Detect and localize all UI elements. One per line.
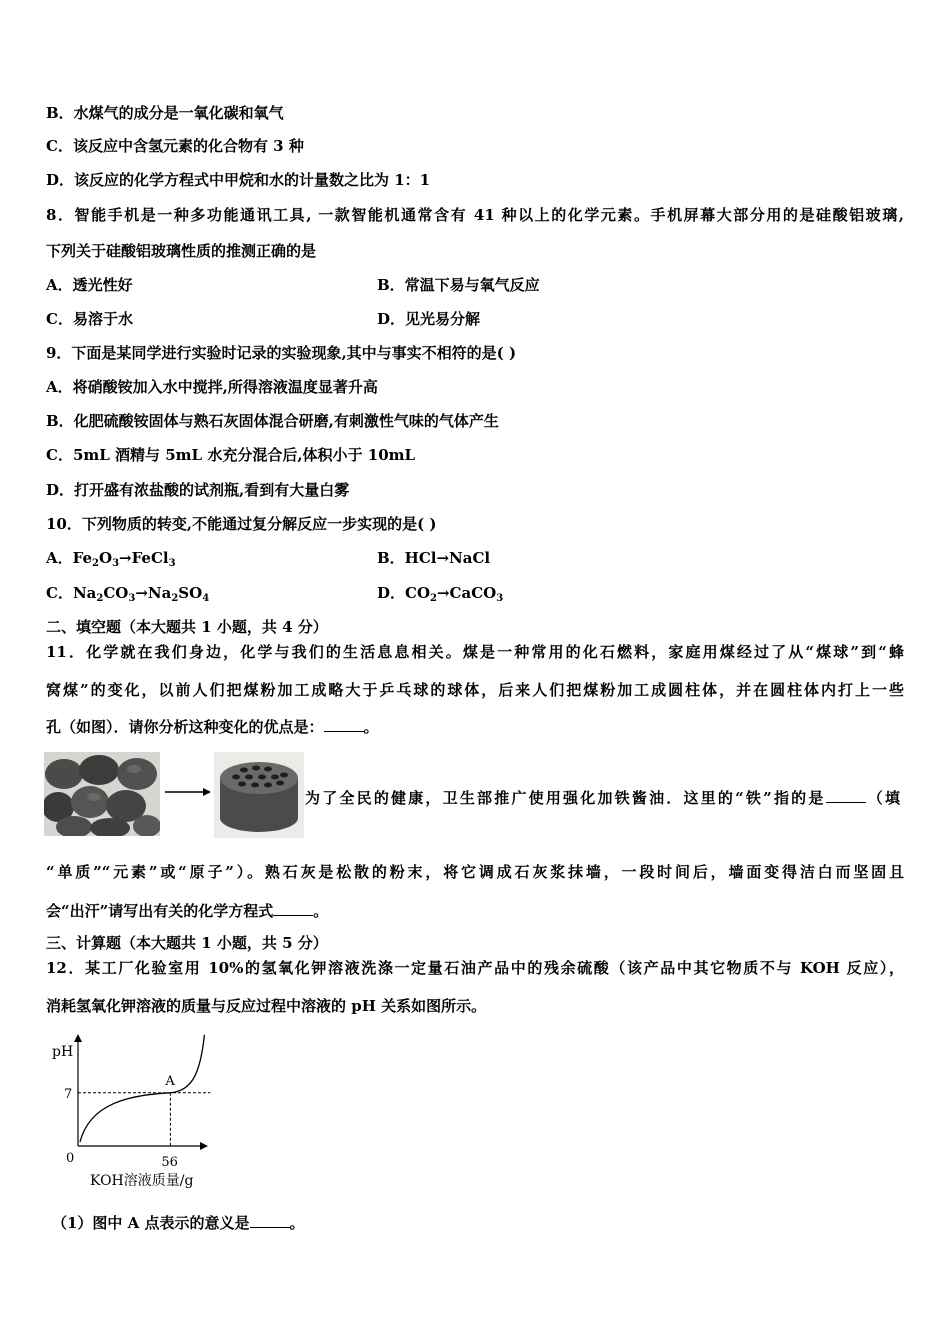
q8-stem-line2: 下列关于硅酸铝玻璃性质的推测正确的是: [46, 242, 317, 260]
y-axis-label: pH: [52, 1044, 74, 1060]
q11-line6: 会“出汗”请写出有关的化学方程式 。: [46, 902, 329, 920]
point-a-label: A: [165, 1073, 175, 1089]
q9-option-b: B．化肥硫酸铵固体与熟石灰固体混合研磨,有刺激性气味的气体产生: [46, 412, 499, 430]
q11-line2: 窝煤”的变化，以前人们把煤粉加工成略大于乒乓球的球体，后来人们把煤粉加工成圆柱体，并在圆柱体内打上一些: [46, 681, 904, 699]
q8-stem-line1: 8．智能手机是一种多功能通讯工具, 一款智能机通常含有 41 种以上的化学元素。手机屏幕大部分用的是硅酸铝玻璃,: [46, 206, 904, 224]
q11-beside-image: 为了全民的健康，卫生部推广使用强化加铁酱油．这里的“铁”指的是 （填: [305, 789, 900, 807]
q8-option-b: B．常温下易与氧气反应: [377, 276, 540, 294]
q11-line1: 11．化学就在我们身边，化学与我们的生活息息相关。煤是一种常用的化石燃料，家庭用煤经过了从“煤球”到“蜂: [46, 643, 904, 661]
q12-line1: 12．某工厂化验室用 10%的氢氧化钾溶液洗涤一定量石油产品中的残余硫酸（该产品中其它物质不与 KOH 反应），: [46, 959, 904, 977]
arrow-icon: [165, 783, 211, 795]
q9-stem: 9．下面是某同学进行实验时记录的实验现象,其中与事实不相符的是( ): [46, 344, 517, 362]
ph-curve: [80, 1035, 204, 1142]
q12-sub1: （1）图中 A 点表示的意义是 。: [52, 1214, 305, 1232]
q10-option-c: C．$Na_2CO_3\to Na_2SO_4$: [46, 584, 210, 604]
q8-option-d: D．见光易分解: [377, 310, 481, 328]
q11-line3: 孔（如图）．请你分析这种变化的优点是： 。: [46, 718, 379, 736]
section-fill-in-heading: 二、填空题（本大题共 1 小题，共 4 分）: [46, 618, 328, 636]
q7-option-c: C．该反应中含氢元素的化合物有 3 种: [46, 137, 304, 155]
q7-option-b: B．水煤气的成分是一氧化碳和氧气: [46, 104, 284, 122]
q10-option-d: D．$CO_2\to CaCO_3$: [377, 584, 504, 604]
q12-line2: 消耗氢氧化钾溶液的质量与反应过程中溶液的 pH 关系如图所示。: [46, 997, 487, 1015]
answer-blank: [250, 1213, 290, 1228]
answer-blank: [273, 901, 313, 916]
ph-chart: [44, 1032, 224, 1192]
q8-option-a: A．透光性好: [46, 276, 133, 294]
q8-option-c: C．易溶于水: [46, 310, 133, 328]
q10-option-b: B．HCl→NaCl: [377, 549, 491, 567]
x-axis-label: KOH溶液质量/g: [90, 1173, 194, 1189]
q7-option-d: D．该反应的化学方程式中甲烷和水的计量数之比为 1：1: [46, 171, 431, 189]
q9-option-d: D．打开盛有浓盐酸的试剂瓶,看到有大量白雾: [46, 481, 350, 499]
answer-blank: [324, 717, 364, 732]
q10-option-a: A．$Fe_2O_3\to FeCl_3$: [46, 549, 176, 569]
coal-balls-image: [44, 752, 160, 836]
answer-blank: [826, 788, 866, 803]
q9-option-c: C．5mL 酒精与 5mL 水充分混合后,体积小于 10mL: [46, 446, 416, 464]
honeycomb-coal-image: [214, 752, 304, 838]
section-calculation-heading: 三、计算题（本大题共 1 小题，共 5 分）: [46, 934, 328, 952]
origin-label: 0: [66, 1151, 75, 1166]
q11-line5: “单质”“元素”或“原子”）。熟石灰是松散的粉末，将它调成石灰浆抹墙，一段时间后，墙面变得洁白而坚固且: [46, 863, 904, 881]
q10-stem: 10．下列物质的转变,不能通过复分解反应一步实现的是( ): [46, 515, 437, 533]
q9-option-a: A．将硝酸铵加入水中搅拌,所得溶液温度显著升高: [46, 378, 378, 396]
y-axis-arrow: [74, 1034, 82, 1042]
x-tick-label: 56: [161, 1155, 178, 1170]
x-axis-arrow: [200, 1142, 208, 1150]
y-tick-label: 7: [64, 1086, 73, 1102]
